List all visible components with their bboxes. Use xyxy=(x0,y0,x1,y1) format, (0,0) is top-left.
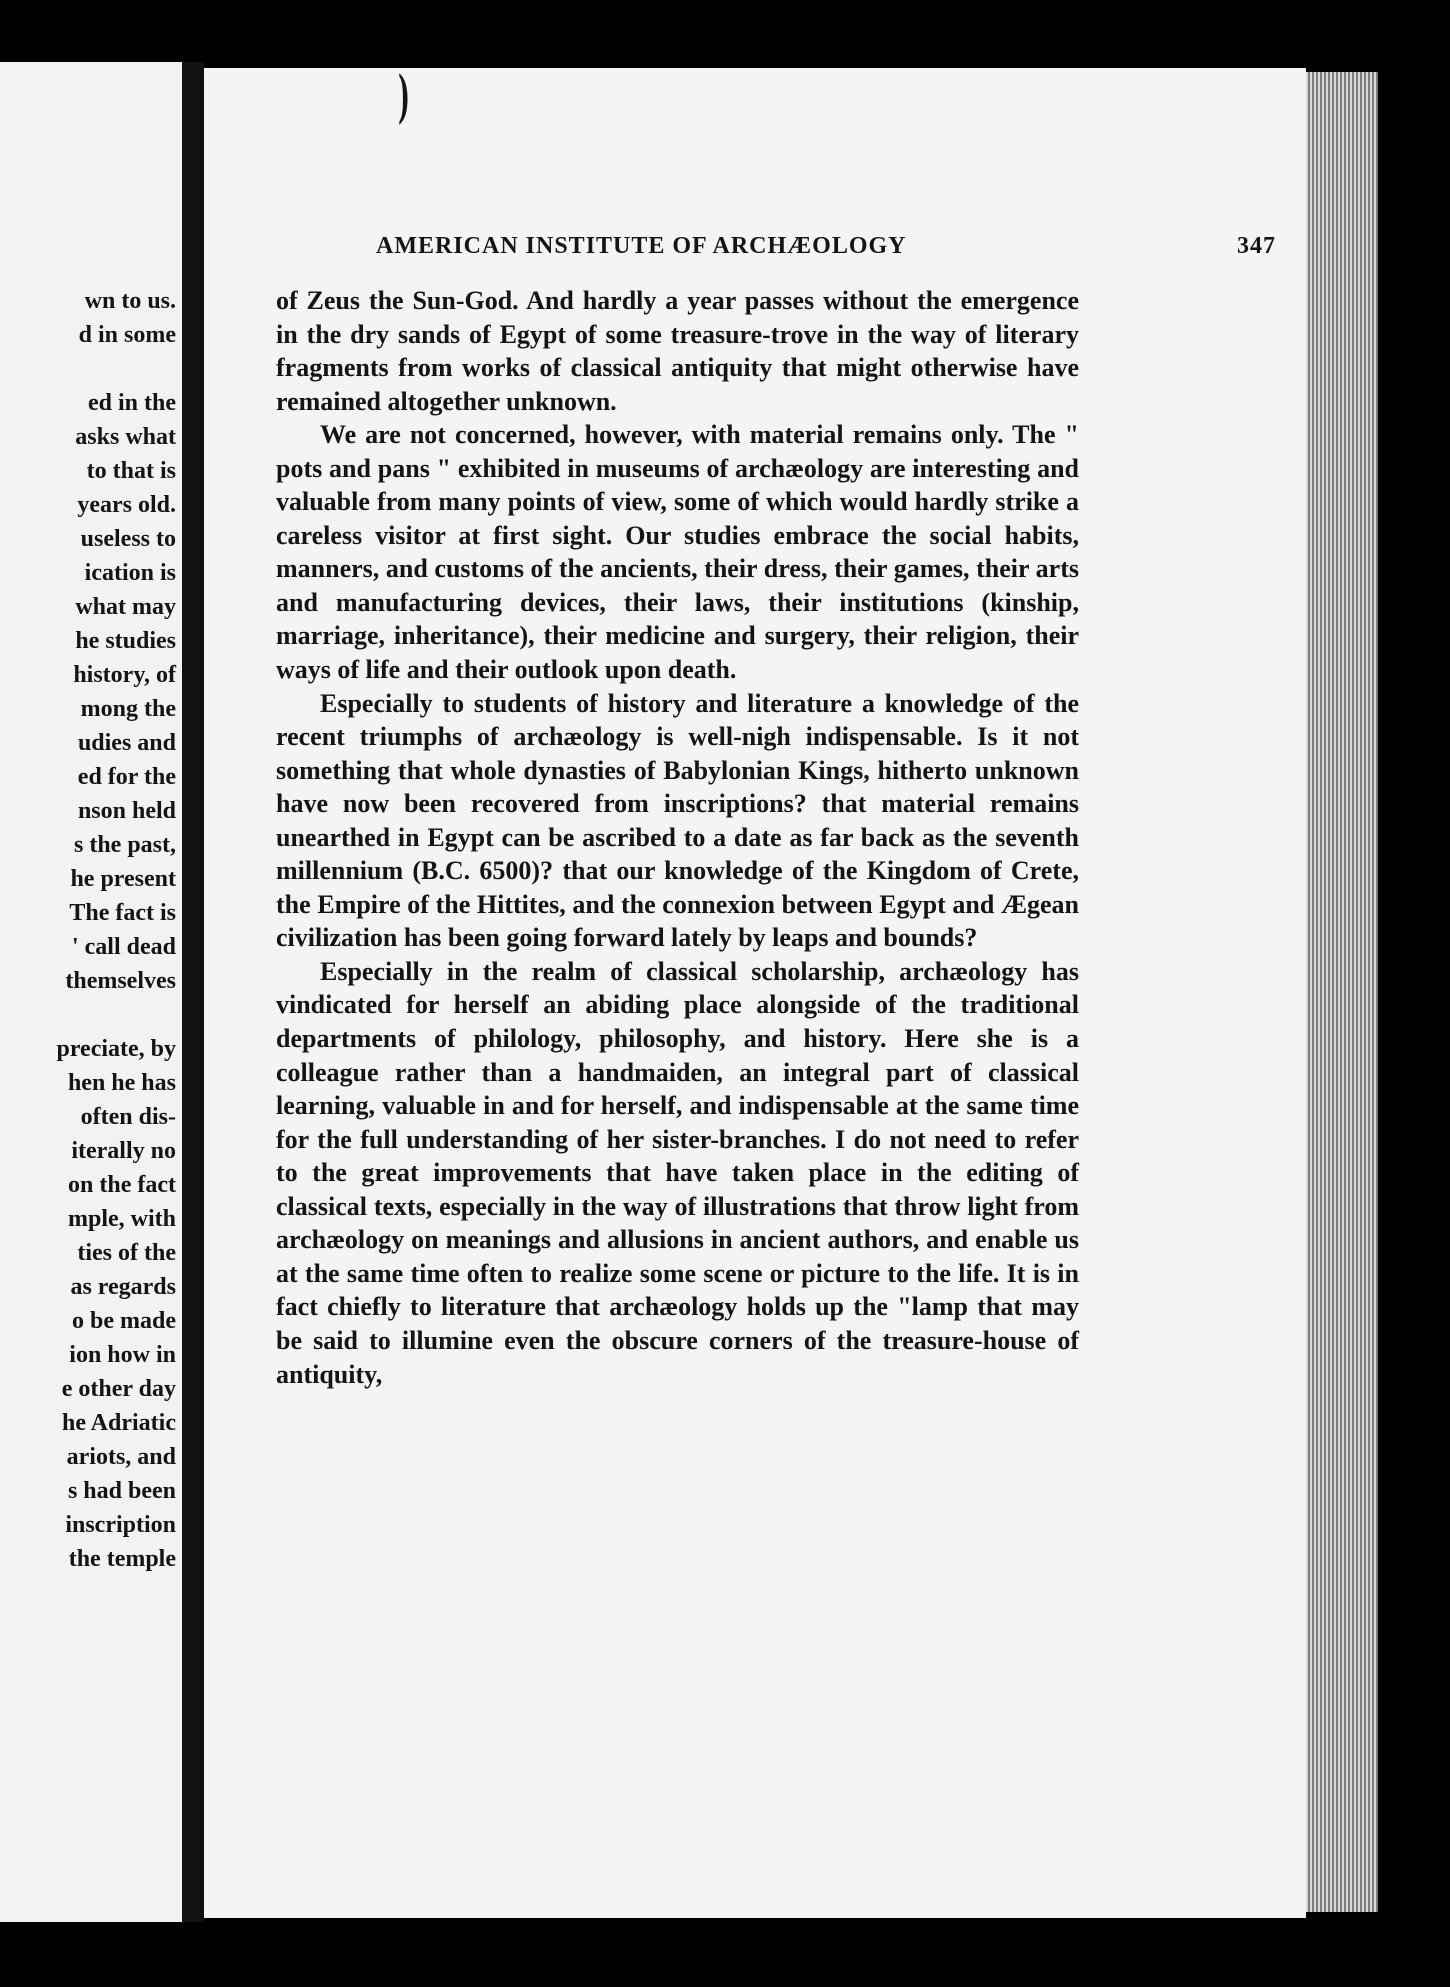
left-page-line: ication is xyxy=(84,560,176,586)
left-page-line: hen he has xyxy=(67,1070,176,1096)
left-page-line-gap xyxy=(1,352,176,386)
left-page-line: years old. xyxy=(77,492,176,518)
running-head xyxy=(376,230,1276,262)
left-page-line: as regards xyxy=(70,1274,176,1300)
left-page-line: history, of xyxy=(73,662,176,688)
left-page-line: inscription xyxy=(65,1512,176,1538)
paragraph: Especially to students of history and literature a knowledge of the recent triumphs of archæology is well-nigh indispensable. Is it not something that whole dynasties of Babylonian Kings, hitherto unknown have now been recovered from inscriptions? that material remains unearthed in Egypt can be ascribed to a date as far back as the seventh millennium (B.C. 6500)? that our knowledge of the Kingdom of Crete, the Empire of the Hittites, and the connexion between Egypt and Ægean civilization has been going forward lately by leaps and bounds? xyxy=(276,688,1079,953)
left-page-line: ion how in xyxy=(69,1342,176,1368)
left-page-line: often dis- xyxy=(80,1104,176,1130)
left-page-line: d in some xyxy=(78,322,176,348)
paragraph: Especially in the realm of classical scholarship, archæology has vindicated for herself an abiding place alongside of the traditional departments of philology, philosophy, and history. Here she is a colleague rather than a handmaiden, an integral part of classical learning, valuable in and for herself, and indispensable at the same time for the full understanding of her sister-branches. I do not need to refer to the great improvements that have taken place in the editing of classical texts, especially in the way of illustrations that throw light from archæology on meanings and allusions in ancient authors, and enable us at the same time often to realize some scene or picture to the life. It is in fact chiefly to literature that archæology holds up the "lamp that may be said to illumine even the obscure corners of the treasure-house of antiquity, xyxy=(276,956,1079,1389)
left-page-line: The fact is xyxy=(69,900,176,926)
left-page-line: ed for the xyxy=(77,764,176,790)
main-text xyxy=(276,284,1079,1391)
left-page-line: ariots, and xyxy=(66,1444,176,1470)
left-page-text xyxy=(1,284,176,1576)
left-page-line: ' call dead xyxy=(71,934,176,960)
left-page-line: preciate, by xyxy=(56,1036,176,1062)
left-page xyxy=(0,62,184,1922)
right-page xyxy=(204,68,1306,1918)
paragraph: We are not concerned, however, with material remains only. The " pots and pans " exhibited in museums of archæology are interesting and valuable from many points of view, some of which would hardly strike a careless visitor at first sight. Our studies embrace the social habits, manners, and customs of the ancients, their dress, their games, their arts and manufacturing devices, their laws, their institutions (kinship, marriage, inheritance), their medicine and surgery, their religion, their ways of life and their outlook upon death. xyxy=(276,420,1079,685)
left-page-line: mple, with xyxy=(68,1206,176,1232)
left-page-line: what may xyxy=(75,594,176,620)
book-spine xyxy=(182,62,204,1922)
left-page-line: o be made xyxy=(72,1308,176,1334)
left-page-line: he present xyxy=(70,866,176,892)
left-page-line: on the fact xyxy=(68,1172,176,1198)
left-page-line: he Adriatic xyxy=(62,1410,176,1436)
left-page-line: nson held xyxy=(77,798,176,824)
left-page-line: asks what xyxy=(75,424,176,450)
left-page-line: s the past, xyxy=(73,832,176,858)
left-page-line: ties of the xyxy=(77,1240,176,1266)
left-page-line: to that is xyxy=(86,458,176,484)
left-page-line: iterally no xyxy=(71,1138,176,1164)
left-page-line: the temple xyxy=(68,1546,176,1572)
left-page-line: wn to us. xyxy=(84,288,176,314)
scan-border xyxy=(1378,72,1450,1912)
left-page-line: themselves xyxy=(65,968,176,994)
left-page-line-gap xyxy=(1,998,176,1032)
top-printer-mark: ) xyxy=(398,68,410,130)
left-page-line: mong the xyxy=(80,696,176,722)
left-page-line: he studies xyxy=(75,628,176,654)
left-page-line: ed in the xyxy=(87,390,176,416)
left-page-line: useless to xyxy=(80,526,176,552)
left-page-line: udies and xyxy=(77,730,176,756)
page-number: 347 xyxy=(1237,233,1276,259)
left-page-line: e other day xyxy=(61,1376,176,1402)
running-head-title: AMERICAN INSTITUTE OF ARCHÆOLOGY xyxy=(376,233,907,259)
page-edges xyxy=(1306,72,1378,1912)
paragraph-continuation: of Zeus the Sun-God. And hardly a year passes without the emergence in the dry sands of Egypt of some treasure-trove in the way of literary fragments from works of classical antiquity that might otherwise have remained altogether unknown. xyxy=(276,286,1079,416)
left-page-line: s had been xyxy=(67,1478,176,1504)
